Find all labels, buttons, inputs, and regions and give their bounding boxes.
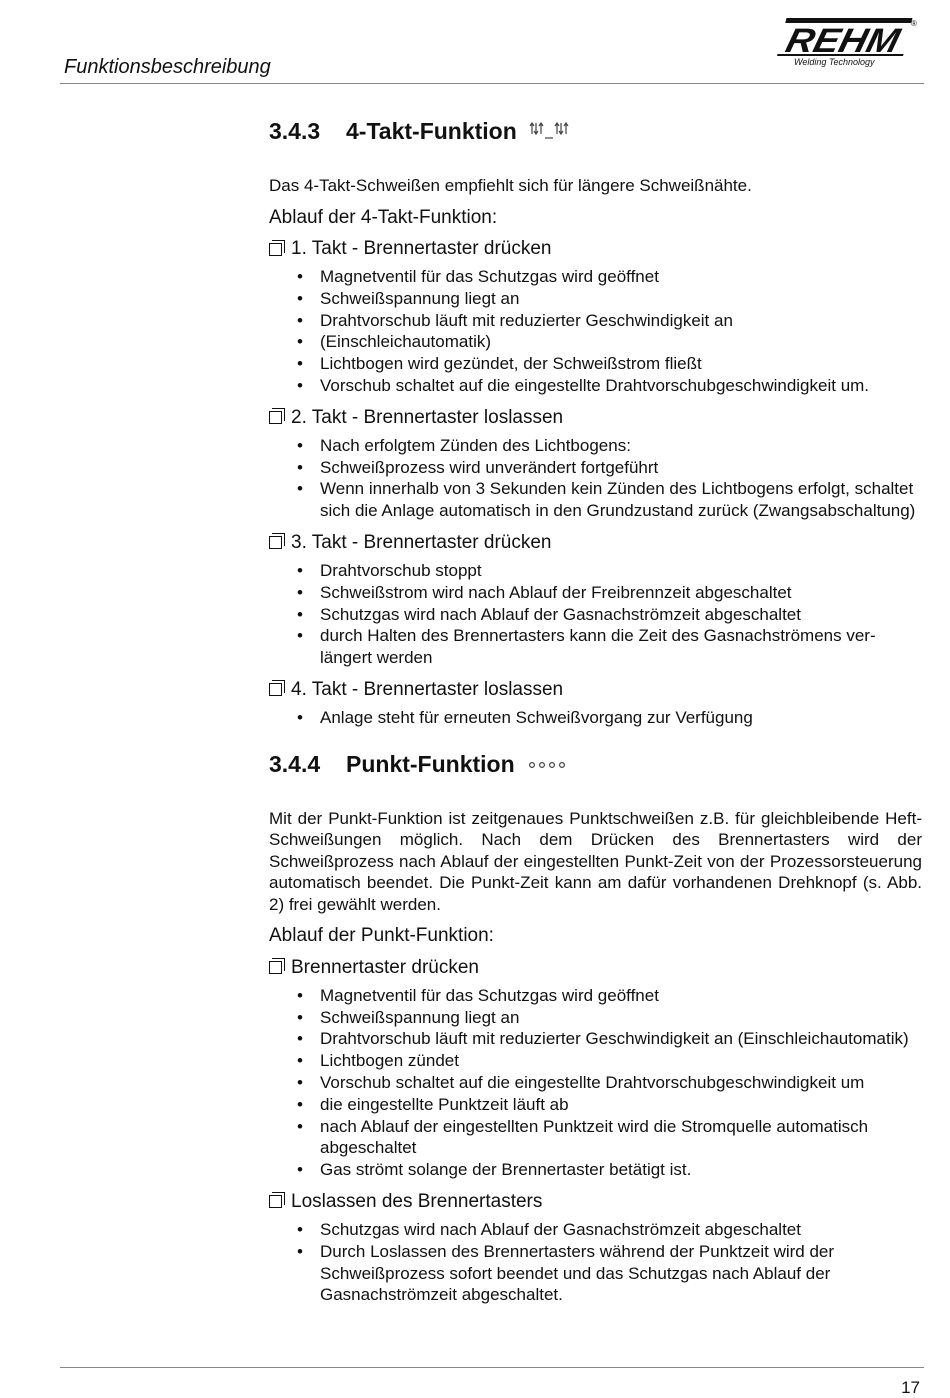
- svg-text:REHM: REHM: [782, 22, 892, 60]
- step-label: 2. Takt - Brennertaster loslassen: [291, 406, 564, 428]
- list-item: • Schutzgas wird nach Ablauf der Gasnachströmzeit abgeschaltet: [269, 604, 922, 626]
- list-item: • (Einschleichautomatik): [269, 331, 922, 353]
- checkbox-icon: [269, 961, 282, 974]
- footer-divider: [60, 1367, 924, 1368]
- step-list: [269, 266, 922, 397]
- four-stroke-icon: [529, 120, 571, 144]
- section-heading-4-takt: [269, 118, 922, 145]
- checkbox-icon: [269, 243, 282, 256]
- procedure-subtitle: Ablauf der Punkt-Funktion:: [269, 925, 494, 947]
- step-list: [269, 560, 922, 669]
- step-label: 1. Takt - Brennertaster drücken: [291, 238, 552, 259]
- main-content: [269, 118, 922, 1306]
- step-label: 3. Takt - Brennertaster drücken: [291, 531, 552, 553]
- section-title: 4-Takt-Funktion: [346, 118, 517, 144]
- list-item: • Schweißspannung liegt an: [269, 288, 922, 310]
- checkbox-icon: [269, 683, 282, 696]
- list-item: • Nach erfolgtem Zünden des Lichtbogens:: [269, 435, 922, 457]
- step-label: 4. Takt - Brennertaster loslassen: [291, 678, 564, 700]
- step-heading: [269, 238, 922, 260]
- svg-text:Welding Technology: Welding Technology: [794, 57, 875, 67]
- list-item: • Schweißstrom wird nach Ablauf der Freibrennzeit abgeschaltet: [269, 582, 922, 604]
- list-item: • Durch Loslassen des Brennertasters während der Punktzeit wird der Schweißprozess sofort beendet und das Schutzgas nach Ablauf der Gasnachströmzeit abgeschaltet.: [269, 1241, 922, 1306]
- header-divider: [60, 83, 924, 84]
- step-heading: [269, 1191, 922, 1213]
- checkbox-icon: [269, 411, 282, 424]
- rehm-logo: [774, 12, 919, 67]
- list-item: • Schweißspannung liegt an: [269, 1007, 922, 1029]
- list-item: • Schweißprozess wird unverändert fortgeführt: [269, 457, 922, 479]
- step-heading: [269, 957, 922, 979]
- list-item: • Drahtvorschub läuft mit reduzierter Geschwindigkeit an (Einschleichautomatik): [269, 1028, 922, 1050]
- list-item: • Vorschub schaltet auf die eingestellte Drahtvorschubgeschwindigkeit um: [269, 1072, 922, 1094]
- list-item: • Wenn innerhalb von 3 Sekunden kein Zünden des Lichtbogens erfolgt, schaltet sich die Anlage automatisch in den Grundzustand zurück (Zwangsabschaltung): [269, 478, 922, 522]
- list-item: • Magnetventil für das Schutzgas wird geöffnet: [269, 266, 922, 288]
- list-item: • Drahtvorschub läuft mit reduzierter Geschwindigkeit an: [269, 310, 922, 332]
- step-list: [269, 707, 922, 729]
- section-number: 3.4.3: [269, 118, 321, 144]
- step-label: Brennertaster drücken: [291, 956, 479, 978]
- step-list: [269, 985, 922, 1181]
- list-item: • Magnetventil für das Schutzgas wird geöffnet: [269, 985, 922, 1007]
- step-heading: [269, 407, 922, 429]
- section-intro: Mit der Punkt-Funktion ist zeitgenaues Punktschweißen z.B. für gleichbleibende Heft-Schweißungen möglich. Nach dem Drücken des Brennertasters wird der Schweißprozess nach Ablauf der eingestellten Punkt-Zeit von der Prozessorsteuerung automatisch beendet. Die Punkt-Zeit kann am dafür vorhandenen Drehknopf (s. Abb. 2) frei gewählt werden.: [269, 808, 922, 914]
- list-item: • Schutzgas wird nach Ablauf der Gasnachströmzeit abgeschaltet: [269, 1219, 922, 1241]
- section-number: 3.4.4: [269, 750, 321, 777]
- header-title: Funktionsbeschreibung: [64, 56, 271, 78]
- step-heading: [269, 532, 922, 554]
- step-heading: [269, 679, 922, 701]
- checkbox-icon: [269, 536, 282, 549]
- list-item: • Vorschub schaltet auf die eingestellte Drahtvorschubgeschwindigkeit um.: [269, 375, 922, 397]
- procedure-subtitle: Ablauf der 4-Takt-Funktion:: [269, 206, 498, 228]
- list-item: • Lichtbogen zündet: [269, 1050, 922, 1072]
- list-item: • Gas strömt solange der Brennertaster betätigt ist.: [269, 1159, 922, 1181]
- list-item: • Lichtbogen wird gezündet, der Schweißstrom fließt: [269, 353, 922, 375]
- list-item: • Drahtvorschub stoppt: [269, 560, 922, 582]
- section-title: Punkt-Funktion: [346, 750, 515, 777]
- step-list: [269, 1219, 922, 1306]
- svg-text:®: ®: [911, 19, 917, 28]
- list-item: • Anlage steht für erneuten Schweißvorgang zur Verfügung: [269, 707, 922, 729]
- section-heading-punkt: [269, 751, 922, 778]
- step-list: [269, 435, 922, 522]
- list-item: • durch Halten des Brennertasters kann die Zeit des Gasnachströmens ver-längert werden: [269, 625, 922, 669]
- step-label: Loslassen des Brennertasters: [291, 1190, 543, 1212]
- page-number: 17: [901, 1378, 920, 1397]
- list-item: • die eingestellte Punktzeit läuft ab: [269, 1094, 922, 1116]
- spot-dots-icon: [527, 757, 571, 771]
- checkbox-icon: [269, 1195, 282, 1208]
- list-item: • nach Ablauf der eingestellten Punktzeit wird die Stromquelle automatisch abgeschaltet: [269, 1116, 922, 1160]
- section-intro: Das 4-Takt-Schweißen empfiehlt sich für längere Schweißnähte.: [269, 176, 752, 195]
